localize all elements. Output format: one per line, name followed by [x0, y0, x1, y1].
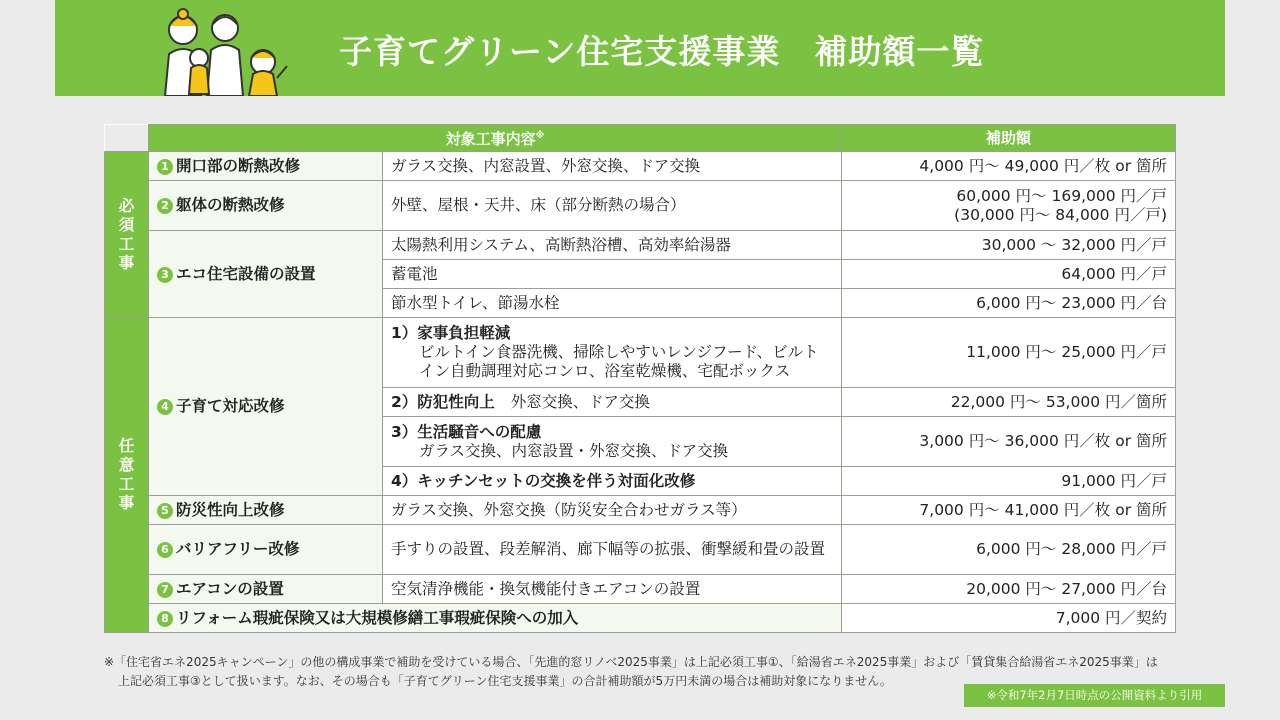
- subsidy-amount: 91,000 円／戸: [842, 467, 1176, 496]
- subsidy-amount: 22,000 円～ 53,000 円／箇所: [842, 388, 1176, 417]
- work-content: [383, 388, 842, 417]
- subsidy-amount: 60,000 円～ 169,000 円／戸 (30,000 円～ 84,000 円／戸): [842, 181, 1176, 231]
- header-amount: 補助額: [842, 125, 1176, 152]
- subsidy-amount: 6,000 円～ 23,000 円／台: [842, 289, 1176, 318]
- number-badge: 1: [157, 159, 173, 175]
- work-content: 蓄電池: [383, 260, 842, 289]
- header-note-mark: ※: [535, 131, 545, 141]
- sub-item-detail: 外窓交換、ドア交換: [510, 392, 650, 411]
- work-content: ガラス交換、内窓設置、外窓交換、ドア交換: [383, 152, 842, 181]
- subsidy-amount: 6,000 円～ 28,000 円／戸: [842, 525, 1176, 575]
- table-row: [105, 152, 1176, 181]
- work-content: 外壁、屋根・天井、床（部分断熱の場合）: [383, 181, 842, 231]
- table-row: [105, 496, 1176, 525]
- subsidy-amount: 4,000 円～ 49,000 円／枚 or 箇所: [842, 152, 1176, 181]
- table-row: [105, 231, 1176, 260]
- footnote-line: 上記必須工事③として扱います。なお、その場合も「子育てグリーン住宅支援事業」の合計補助額が5万円未満の場合は補助対象になりません。: [118, 674, 892, 688]
- family-illustration: [155, 4, 295, 96]
- item-name: 3 エコ住宅設備の設置: [149, 231, 383, 318]
- work-content: 太陽熱利用システム、高断熱浴槽、高効率給湯器: [383, 231, 842, 260]
- table-row: [105, 604, 1176, 633]
- number-badge: 7: [157, 582, 173, 598]
- item-name: 4 子育て対応改修: [149, 318, 383, 496]
- table-row: [105, 318, 1176, 388]
- title-banner: [55, 0, 1225, 96]
- subsidy-amount: 7,000 円／契約: [842, 604, 1176, 633]
- number-badge: 2: [157, 198, 173, 214]
- subsidy-table: [104, 124, 1176, 633]
- work-content: 節水型トイレ、節湯水栓: [383, 289, 842, 318]
- work-content: [383, 318, 842, 388]
- item-name: 6 バリアフリー改修: [149, 525, 383, 575]
- subsidy-amount-partial: (30,000 円～ 84,000 円／戸): [954, 205, 1168, 224]
- category-optional: 任意工事: [105, 318, 149, 633]
- header-spacer: [105, 125, 149, 152]
- work-content: ガラス交換、外窓交換（防災安全合わせガラス等）: [383, 496, 842, 525]
- source-badge: ※令和7年2月7日時点の公開資料より引用: [964, 684, 1225, 707]
- sub-item-heading: 4）キッチンセットの交換を伴う対面化改修: [391, 471, 696, 490]
- sub-item-detail: ビルトイン食器洗機、掃除しやすいレンジフード、ビルトイン自動調理対応コンロ、浴室乾燥機、宅配ボックス: [419, 343, 819, 380]
- sub-item-detail: ガラス交換、内窓設置・外窓交換、ドア交換: [419, 441, 729, 460]
- work-content: 空気清浄機能・換気機能付きエアコンの設置: [383, 575, 842, 604]
- number-badge: 4: [157, 399, 173, 415]
- item-name: 5 防災性向上改修: [149, 496, 383, 525]
- table-row: [105, 181, 1176, 231]
- number-badge: 3: [157, 267, 173, 283]
- subsidy-amount: 20,000 円～ 27,000 円／台: [842, 575, 1176, 604]
- category-required: 必須工事: [105, 152, 149, 318]
- number-badge: 5: [157, 503, 173, 519]
- sub-item-heading: 3）生活騒音への配慮: [391, 422, 542, 441]
- item-name: 7 エアコンの設置: [149, 575, 383, 604]
- item-name: 1 開口部の断熱改修: [149, 152, 383, 181]
- sub-item-heading: 1）家事負担軽減: [391, 324, 511, 342]
- subsidy-amount: 11,000 円～ 25,000 円／戸: [842, 318, 1176, 388]
- subsidy-amount: 3,000 円～ 36,000 円／枚 or 箇所: [842, 417, 1176, 467]
- page-title: 子育てグリーン住宅支援事業 補助額一覧: [339, 32, 985, 71]
- work-content: [383, 467, 842, 496]
- table-row: [105, 525, 1176, 575]
- sub-item-heading: 2）防犯性向上: [391, 392, 495, 411]
- work-content: [383, 417, 842, 467]
- table-row: [105, 575, 1176, 604]
- item-name: 2 躯体の断熱改修: [149, 181, 383, 231]
- number-badge: 8: [157, 611, 173, 627]
- footnote-line: ※「住宅省エネ2025キャンペーン」の他の構成事業で補助を受けている場合、「先進的窓リノベ2025事業」は上記必須工事①、「給湯省エネ2025事業」および「賃貸集合給湯省エネ2025事業」は: [104, 655, 1158, 669]
- header-content: 対象工事内容※: [149, 125, 842, 152]
- subsidy-amount: 7,000 円～ 41,000 円／枚 or 箇所: [842, 496, 1176, 525]
- number-badge: 6: [157, 542, 173, 558]
- subsidy-amount: 64,000 円／戸: [842, 260, 1176, 289]
- work-content: 手すりの設置、段差解消、廊下幅等の拡張、衝撃緩和畳の設置: [383, 525, 842, 575]
- item-name: 8 リフォーム瑕疵保険又は大規模修繕工事瑕疵保険への加入: [149, 604, 842, 633]
- subsidy-amount: 30,000 ～ 32,000 円／戸: [842, 231, 1176, 260]
- table-header-row: [105, 125, 1176, 152]
